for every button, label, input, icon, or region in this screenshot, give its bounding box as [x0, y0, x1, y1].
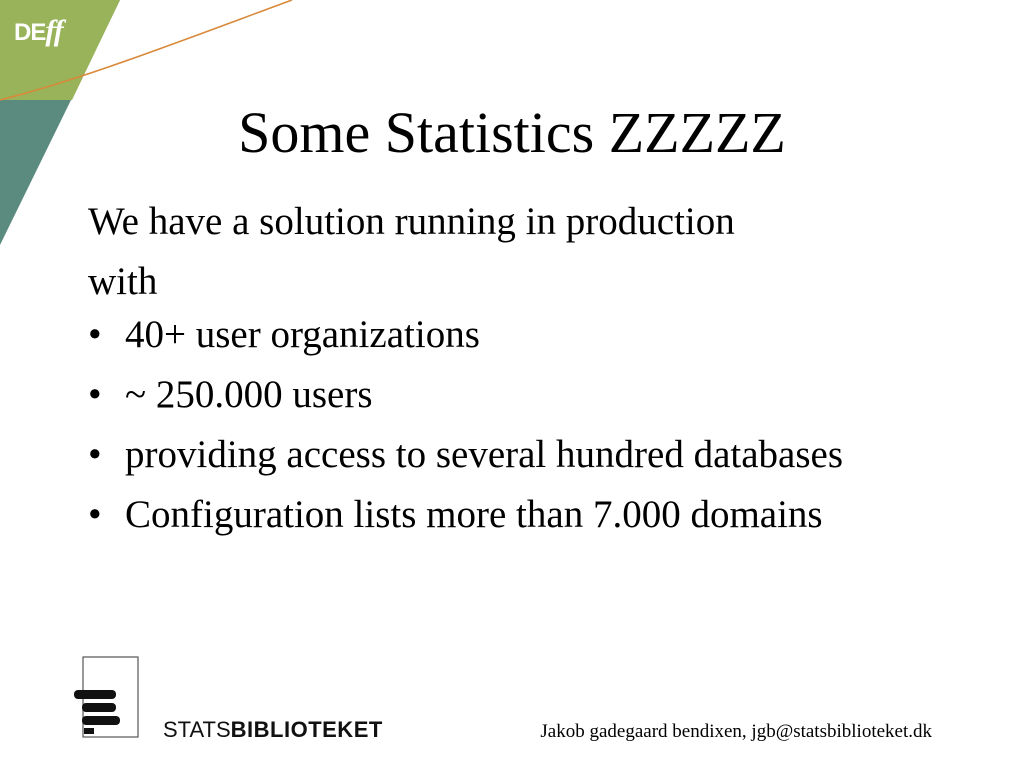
- bullet-item: [88, 492, 848, 538]
- slide-title: Some Statistics ZZZZZ: [238, 100, 786, 165]
- library-logo-icon: [74, 656, 144, 742]
- bullet-glyph: •: [88, 433, 102, 476]
- bullet-text: providing access to several hundred databases: [125, 433, 843, 476]
- bullet-list: [88, 312, 848, 552]
- bullet-text: 40+ user organizations: [125, 313, 480, 356]
- intro-line-2: with: [88, 260, 158, 303]
- intro-text: [88, 192, 908, 312]
- bullet-glyph: •: [88, 373, 102, 416]
- bullet-item: [88, 312, 848, 358]
- bullet-text: Configuration lists more than 7.000 domains: [125, 493, 823, 536]
- bullet-text: ~ 250.000 users: [125, 373, 373, 416]
- deff-logo-de: DE: [14, 19, 46, 46]
- bullet-item: [88, 432, 848, 478]
- intro-line-1: We have a solution running in production: [88, 200, 735, 243]
- bullet-item: [88, 372, 848, 418]
- library-name-bold: BIBLIOTEKET: [230, 717, 383, 742]
- bullet-glyph: •: [88, 313, 102, 356]
- library-name-light: STATS: [163, 717, 231, 742]
- library-name: [163, 717, 383, 743]
- footer-author: Jakob gadegaard bendixen, jgb@statsbiblioteket.dk: [540, 721, 932, 742]
- bullet-glyph: •: [88, 493, 102, 536]
- deff-logo-ff: ff: [45, 14, 63, 47]
- deff-logo: [14, 14, 63, 48]
